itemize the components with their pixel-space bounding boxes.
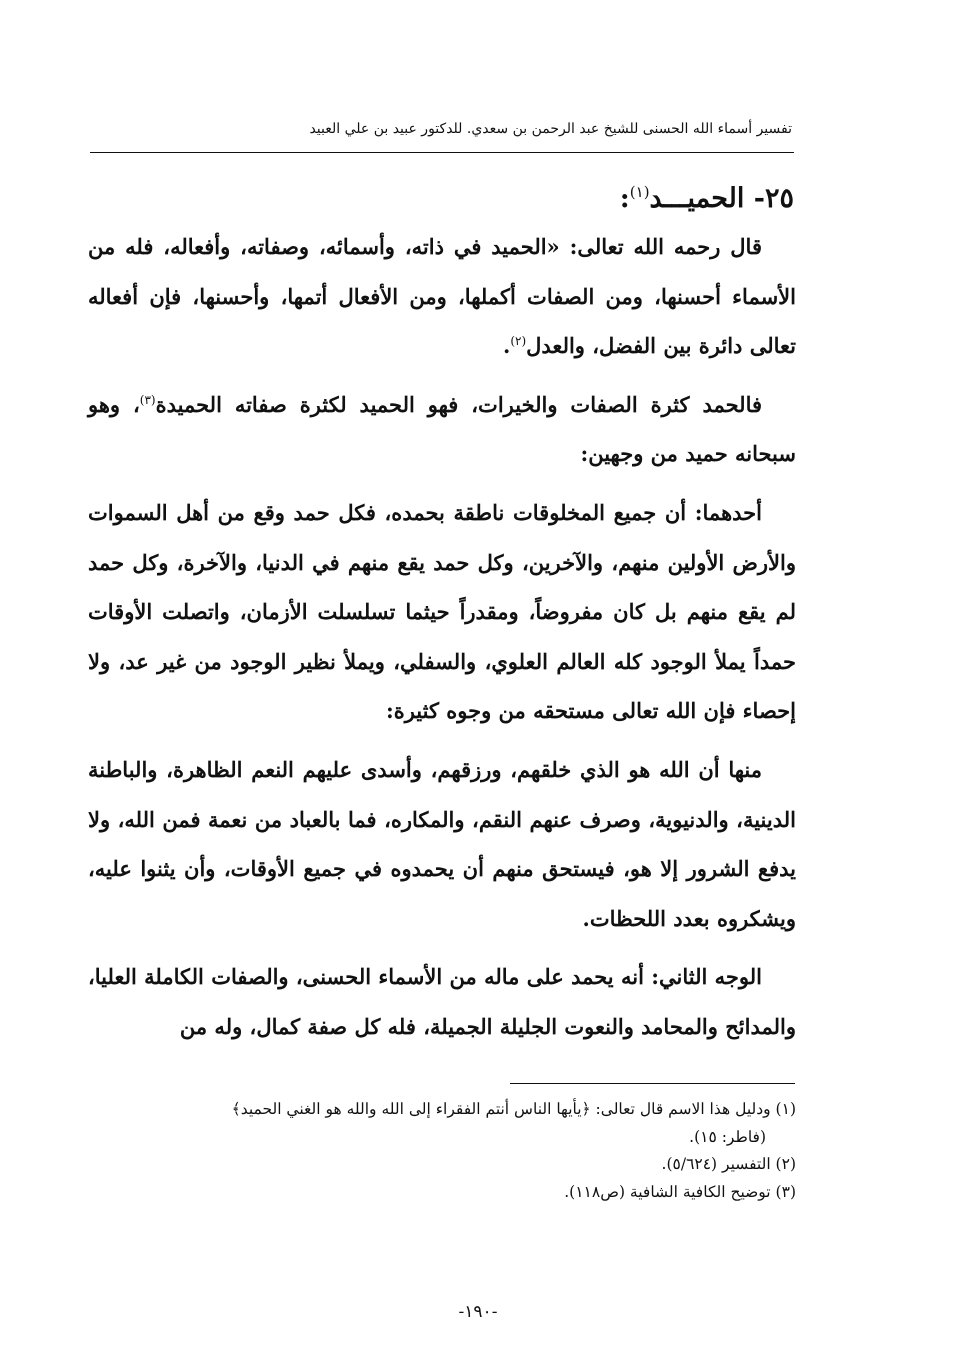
footnote-divider: [510, 1083, 795, 1084]
footnote-3: (٣) توضيح الكافية الشافية (ص١١٨).: [564, 1182, 796, 1201]
running-header: تفسير أسماء الله الحسنى للشيخ عبد الرحمن بن سعدي. للدكتور عبيد بن علي العبيد: [309, 121, 792, 137]
paragraph-1-end: .: [503, 333, 511, 359]
paragraph-3: أحدهما: أن جميع المخلوقات ناطقة بحمده، فكل حمد وقع من أهل السموات والأرض الأولين منهم، والآخرين، وكل حمد يقع منهم في الدنيا، والآخرة، وكل حمد لم يقع منهم بل كان مفروضاً، ومقدراً حيثما تسلسلت الأزمان، واتصلت الأوقات حمداً يملأ الوجود كله العالم العلوي، والسفلي، ويملأ نظير الوجود من غير عد، ولا إحصاء فإن الله تعالى مستحقه من وجوه كثيرة:: [88, 499, 796, 724]
footnote-2: (٢) التفسير (٥/٦٢٤).: [661, 1155, 796, 1173]
entry-title-suffix: :: [619, 183, 630, 214]
footnote-ref-1[interactable]: (١): [629, 183, 650, 201]
footnote-ref-3[interactable]: (٣): [139, 392, 156, 407]
page-number: -١٩٠-: [458, 1302, 498, 1322]
paragraph-2-text: فالحمد كثرة الصفات والخيرات، فهو الحميد لكثرة صفاته الحميدة: [155, 391, 763, 417]
paragraph-2-end: ، وهو سبحانه حميد من وجهين:: [88, 391, 796, 467]
paragraph-1-text: قال رحمه الله تعالى: «الحميد في ذاته، وأسمائه، وصفاته، وأفعاله، فله من الأسماء أحسنها، ومن الصفات أكملها، ومن الأفعال أتمها، وأحسنها، فإن أفعاله تعالى دائرة بين الفضل، والعدل: [88, 234, 796, 359]
footnotes: [90, 1096, 796, 1206]
entry-title: [90, 172, 794, 219]
paragraph-1: [88, 222, 796, 371]
footnote-ref-2[interactable]: (٢): [510, 334, 527, 349]
entry-title-text: ٢٥- الحميـــد: [649, 183, 794, 214]
header-divider: [90, 152, 794, 153]
paragraph-5: الوجه الثاني: أنه يحمد على ماله من الأسماء الحسنى، والصفات الكاملة العليا، والمدائح والمحامد والنعوت الجليلة الجميلة، فله كل صفة كمال، وله من: [88, 964, 796, 1039]
footnote-1: (١) ودليل هذا الاسم قال تعالى: ﴿يأيها الناس أنتم الفقراء إلى الله والله هو الغني الحميد﴾: [231, 1100, 796, 1118]
paragraph-2: [88, 380, 796, 479]
body-text: [88, 222, 796, 1061]
paragraph-4: منها أن الله هو الذي خلقهم، ورزقهم، وأسدى عليهم النعم الظاهرة، والباطنة الدينية، والدنيوية، وصرف عنهم النقم، والمكاره، فما بالعباد من نعمة فمن الله، ولا يدفع الشرور إلا هو، فيستحق منهم أن يحمدوه في جميع الأوقات، وأن يثنوا عليه، ويشكروه بعدد اللحظات.: [88, 756, 796, 931]
footnote-1-continued: (فاطر: ١٥).: [689, 1127, 766, 1146]
